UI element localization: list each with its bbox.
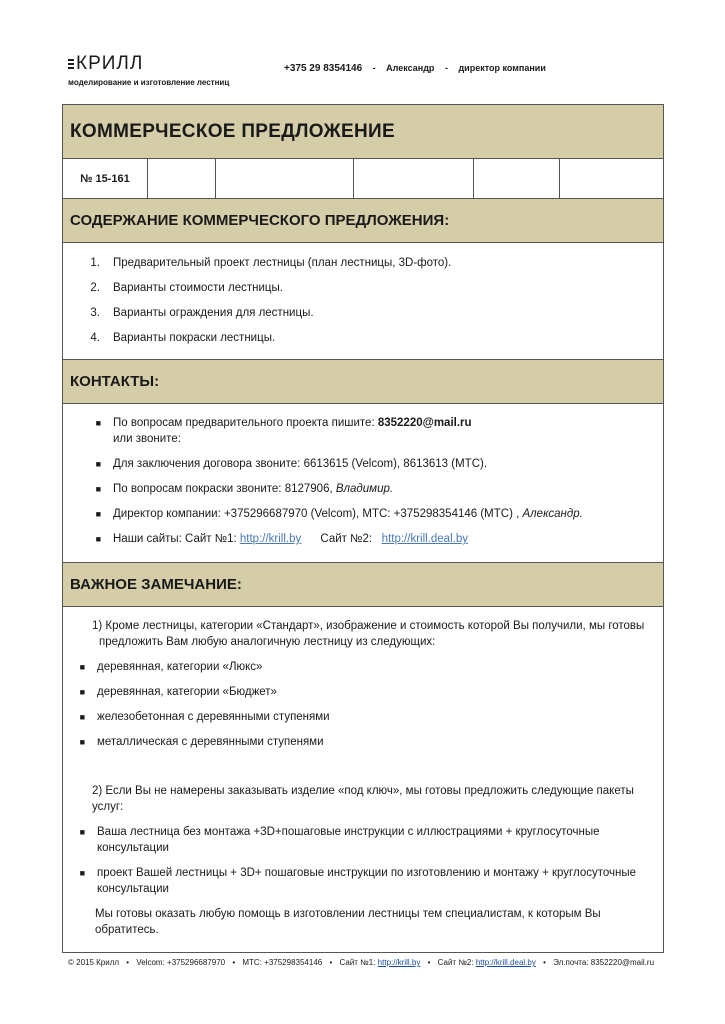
contract-contact-text: Для заключения договора звоните: 6613615 (Velcom), 8613613 (МТС).	[113, 458, 488, 470]
list-item-number: 1.	[90, 257, 100, 269]
project-contact-line2: или звоните:	[113, 433, 181, 445]
stair-option: железобетонная с деревянными ступенями	[97, 711, 330, 723]
list-item	[63, 506, 663, 522]
stair-option: деревянная, категории «Люкс»	[97, 661, 263, 673]
service-package: проект Вашей лестницы + 3D+ пошаговые инструкции по изготовлению и монтажу + круглосуточные консультации	[97, 867, 637, 895]
header-contact-name: Александр	[386, 63, 435, 73]
bullet-icon: ■	[79, 687, 85, 697]
number-row	[63, 159, 663, 199]
contents-list	[63, 243, 663, 360]
list-item	[63, 709, 663, 725]
contacts-list	[63, 404, 663, 563]
empty-cell	[474, 159, 560, 198]
bullet-icon: ■	[95, 534, 101, 544]
painting-contact-name: Владимир.	[335, 483, 394, 495]
bullet-icon: ■	[79, 827, 85, 837]
list-item	[63, 456, 663, 472]
logo-bars-icon	[68, 59, 74, 69]
header-contact	[284, 63, 546, 74]
empty-cell	[216, 159, 354, 198]
list-item	[63, 659, 663, 675]
list-item	[63, 824, 663, 856]
header-phone: +375 29 8354146	[284, 63, 363, 74]
sites-label-2: Сайт №2:	[320, 533, 373, 545]
list-item-number: 3.	[90, 307, 100, 319]
director-contact-text: Директор компании: +375296687970 (Velcom), МТС: +375298354146 (МТС) ,	[113, 508, 520, 520]
logo-name: КРИЛЛ	[76, 53, 144, 74]
site2-link[interactable]: http://krill.deal.by	[381, 533, 468, 545]
director-name: Александр.	[522, 508, 583, 520]
footer-velcom: Velcom: +375296687970	[136, 958, 226, 967]
contacts-heading: КОНТАКТЫ:	[70, 373, 160, 390]
footer-mts: МТС: +375298354146	[242, 958, 323, 967]
list-item	[63, 330, 663, 355]
note-heading: ВАЖНОЕ ЗАМЕЧАНИЕ:	[70, 576, 242, 593]
bullet-icon: ■	[79, 662, 85, 672]
empty-cell	[354, 159, 474, 198]
header-separator: -	[444, 63, 448, 73]
note-paragraph-1	[63, 618, 663, 650]
offer-document	[62, 104, 664, 953]
contents-heading: СОДЕРЖАНИЕ КОММЕРЧЕСКОГО ПРЕДЛОЖЕНИЯ:	[70, 212, 450, 229]
footer-site2-link[interactable]: http://krill.deal.by	[475, 958, 536, 967]
list-item	[63, 865, 663, 897]
bullet-icon: ■	[95, 418, 101, 428]
list-item	[63, 415, 663, 447]
footer-dot: •	[126, 958, 130, 967]
bullet-icon: ■	[79, 868, 85, 878]
title-bar	[63, 105, 663, 159]
footer-dot: •	[329, 958, 333, 967]
logo-tagline: моделирование и изготовление лестниц	[68, 78, 230, 87]
list-item-text: Варианты покраски лестницы.	[113, 332, 276, 344]
painting-contact-text: По вопросам покраски звоните: 8127906,	[113, 483, 333, 495]
bullet-icon: ■	[95, 459, 101, 469]
bullet-icon: ■	[79, 712, 85, 722]
contacts-header	[63, 360, 663, 404]
note-header	[63, 563, 663, 607]
empty-cell	[148, 159, 216, 198]
header-contact-role: директор компании	[458, 63, 546, 73]
bullet-icon: ■	[79, 737, 85, 747]
footer-site1-link[interactable]: http://krill.by	[377, 958, 421, 967]
stair-option: металлическая с деревянными ступенями	[97, 736, 324, 748]
list-item	[63, 531, 663, 547]
note-para1-line1: 1) Кроме лестницы, категории «Стандарт», изображение и стоимость которой Вы получили, мы готовы	[92, 620, 645, 632]
empty-cell	[560, 159, 663, 198]
list-item	[63, 684, 663, 700]
footer	[68, 958, 654, 967]
footer-site2-label: Сайт №2:	[437, 958, 474, 967]
list-item	[63, 481, 663, 497]
footer-dot: •	[427, 958, 431, 967]
document-title: КОММЕРЧЕСКОЕ ПРЕДЛОЖЕНИЕ	[70, 120, 395, 142]
list-item-text: Варианты ограждения для лестницы.	[113, 307, 314, 319]
list-item	[63, 255, 663, 280]
sites-label-1: Наши сайты: Сайт №1:	[113, 533, 237, 545]
footer-email: Эл.почта: 8352220@mail.ru	[553, 958, 655, 967]
note-body	[63, 607, 663, 952]
service-package: Ваша лестница без монтажа +3D+пошаговые инструкции с иллюстрациями + круглосуточные консультации	[97, 826, 600, 854]
project-contact-text: По вопросам предварительного проекта пишите:	[113, 417, 375, 429]
site1-link[interactable]: http://krill.by	[239, 533, 302, 545]
footer-site1-label: Сайт №1:	[339, 958, 376, 967]
list-item	[63, 734, 663, 750]
footer-dot: •	[543, 958, 546, 967]
bullet-icon: ■	[95, 484, 101, 494]
company-logo	[68, 54, 229, 87]
list-item-text: Варианты стоимости лестницы.	[113, 282, 283, 294]
header-separator: -	[372, 63, 376, 73]
list-item-text: Предварительный проект лестницы (план лестницы, 3D-фото).	[113, 257, 452, 269]
footer-copyright: © 2015 Крилл	[68, 958, 120, 967]
note-paragraph-2: 2) Если Вы не намерены заказывать изделие «под ключ», мы готовы предложить следующие пакеты услуг:	[92, 785, 634, 813]
final-note: Мы готовы оказать любую помощь в изготовлении лестницы тем специалистам, к которым Вы обратитесь.	[95, 908, 601, 936]
contents-header	[63, 199, 663, 243]
contact-email[interactable]: 8352220@mail.ru	[377, 417, 472, 429]
footer-dot: •	[232, 958, 236, 967]
stair-option: деревянная, категории «Бюджет»	[97, 686, 277, 698]
list-item-number: 4.	[90, 332, 100, 344]
list-item-number: 2.	[90, 282, 100, 294]
bullet-icon: ■	[95, 509, 101, 519]
list-item	[63, 280, 663, 305]
offer-number: № 15-161	[63, 159, 148, 198]
list-item	[63, 305, 663, 330]
note-para1-line2: предложить Вам любую аналогичную лестницу из следующих:	[99, 636, 436, 648]
